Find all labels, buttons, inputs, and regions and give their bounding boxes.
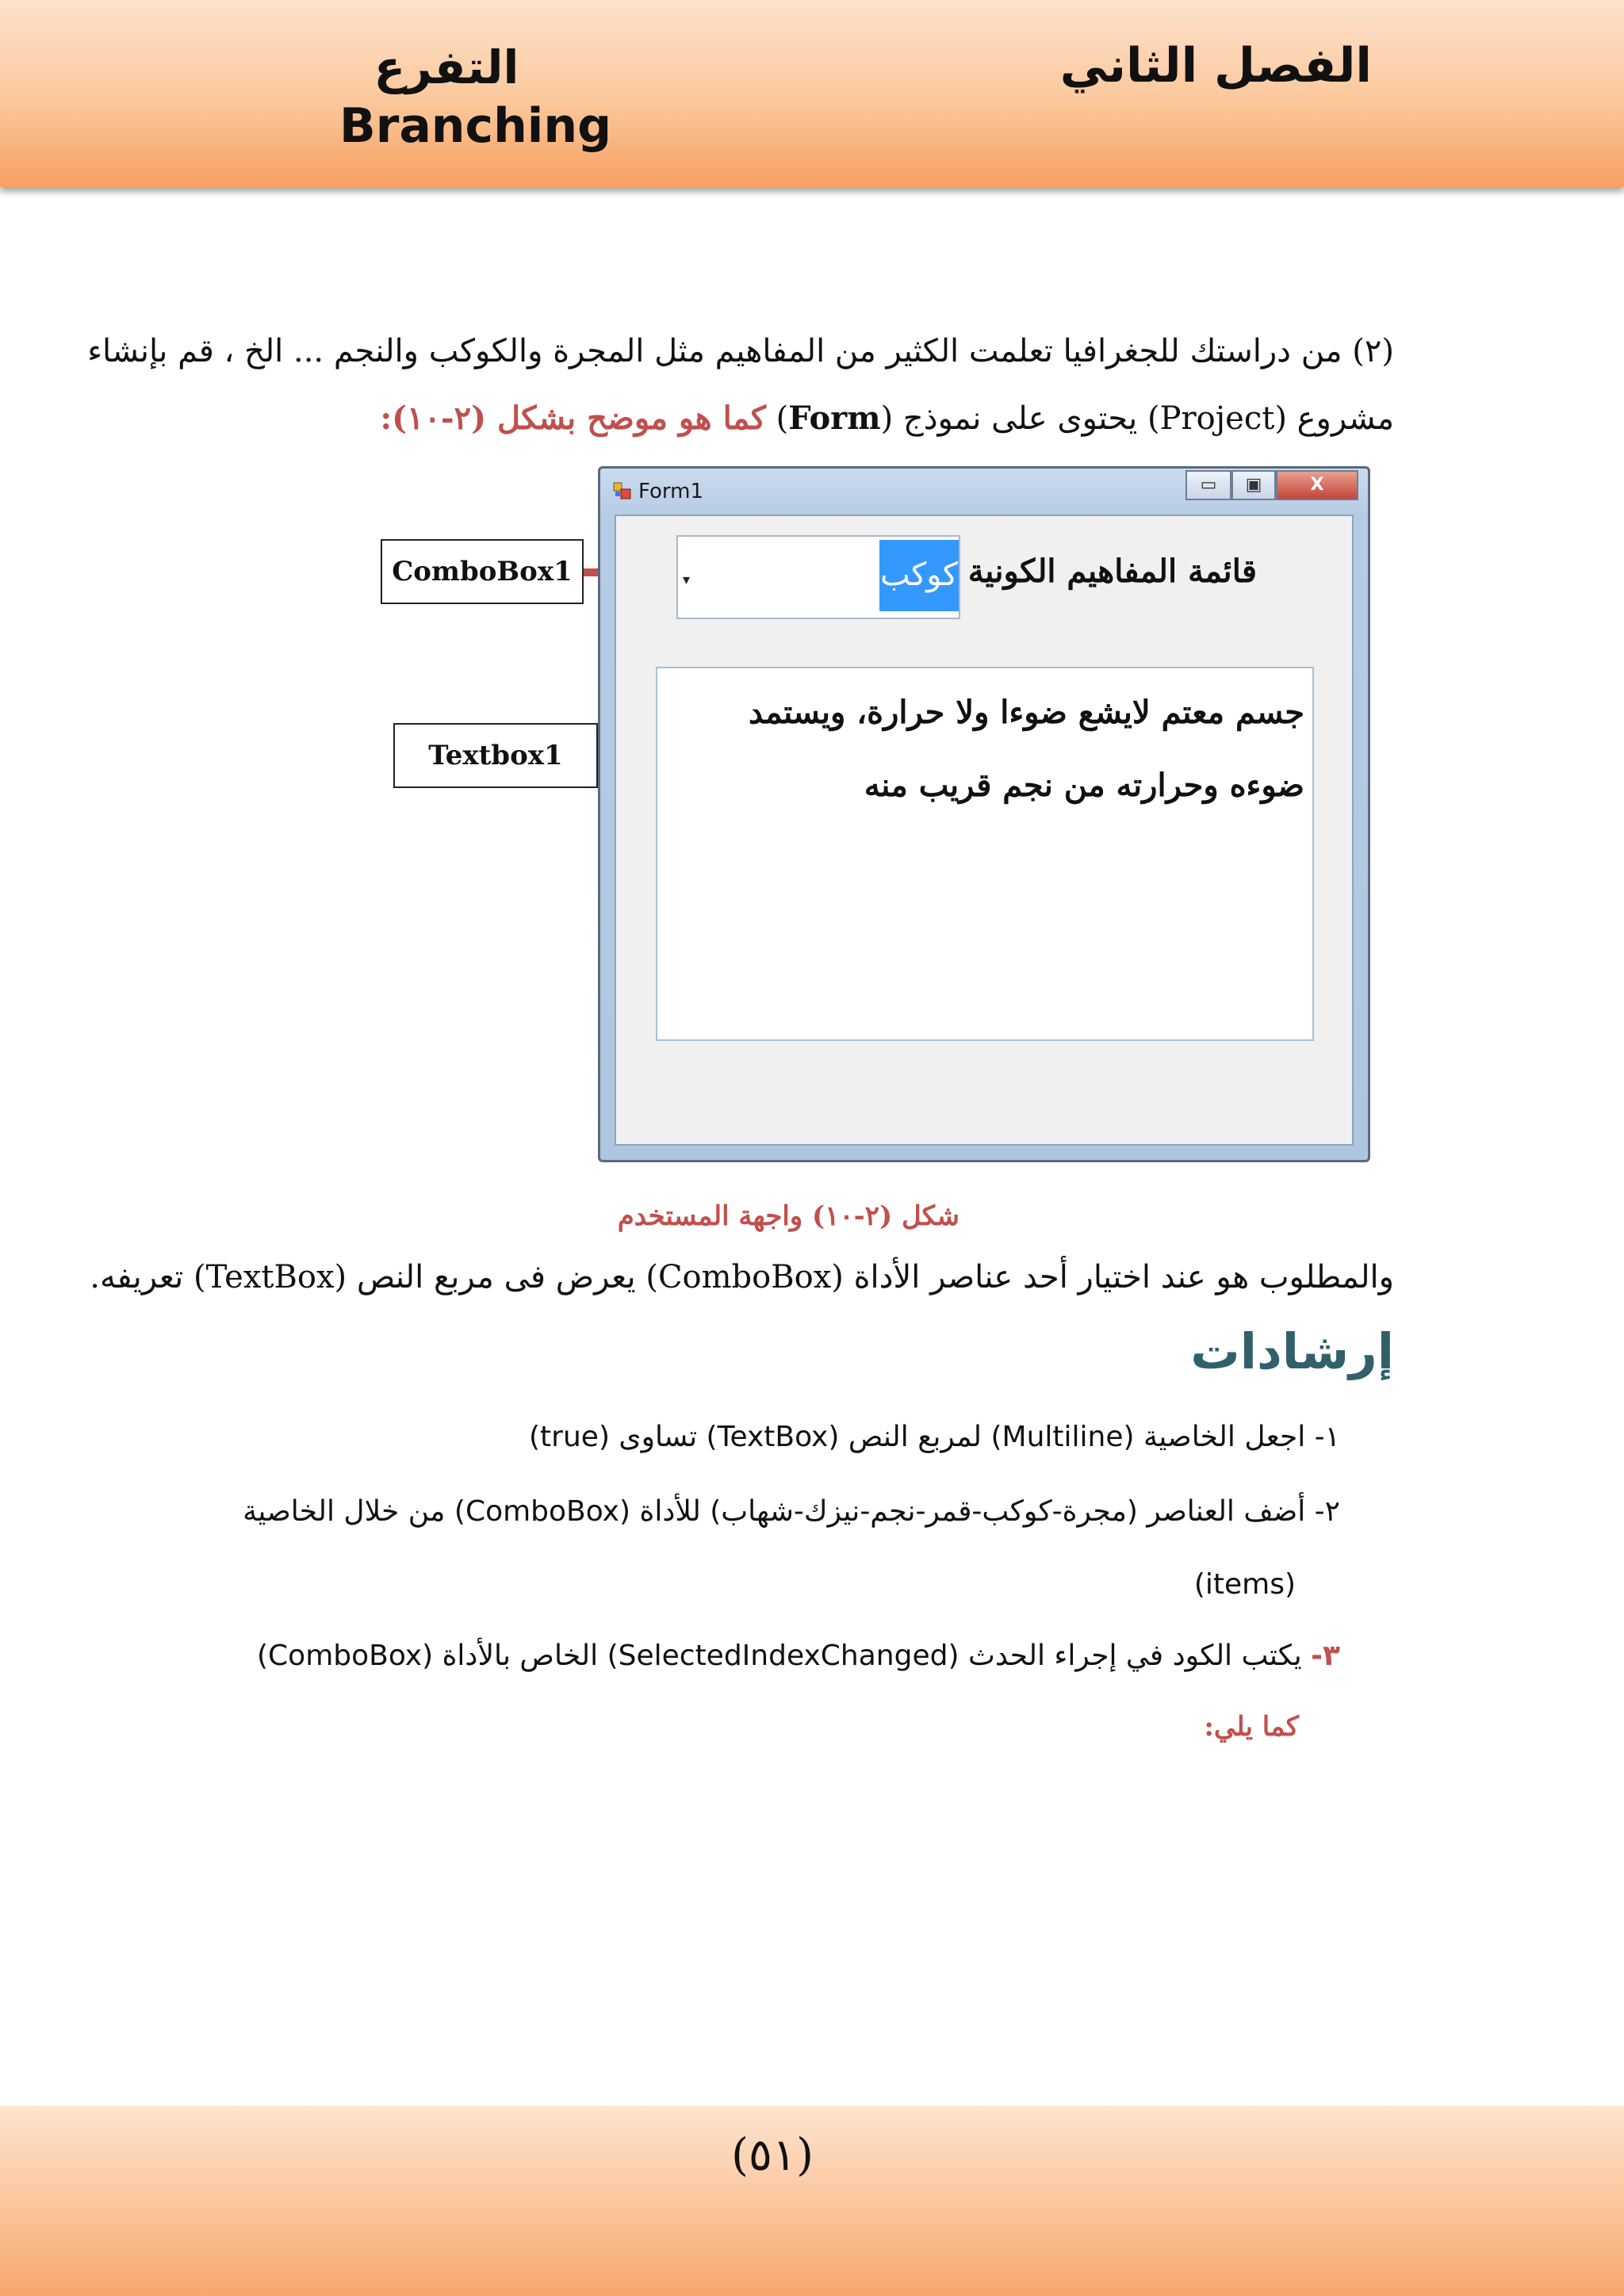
intro-form-word: Form (788, 400, 881, 437)
topic-title (339, 38, 612, 155)
combo-label: قائمة المفاهيم الكونية (967, 553, 1257, 590)
hint-item-3-text: يكتب الكود في إجراء الحدث (SelectedIndexChanged) الخاص بالأداة (ComboBox) (257, 1640, 1302, 1672)
hint-item-1: ١- اجعل الخاصية (Multiline) لمربع النص (TextBox) تساوى (true) (529, 1421, 1340, 1453)
hint-item-3 (257, 1640, 1340, 1672)
form-app-icon (613, 481, 632, 500)
hint-item-2-continued: (items) (1193, 1568, 1296, 1601)
close-button[interactable]: X (1276, 470, 1358, 500)
intro-line-1: (٢) من دراستك للجغرافيا تعلمت الكثير من المفاهيم مثل المجرة والكوكب والنجم ... الخ ، قم بإنشاء (87, 333, 1394, 369)
textbox-callout: Textbox1 (393, 723, 598, 788)
intro-line-2 (380, 400, 1394, 437)
page-header (0, 0, 1624, 187)
hint-item-2: ٢- أضف العناصر (مجرة-كوكب-قمر-نجم-نيزك-شهاب) للأداة (ComboBox) من خلال الخاصية (243, 1495, 1340, 1528)
topic-title-english: Branching (339, 98, 612, 154)
minimize-button[interactable]: ▭ (1185, 470, 1231, 500)
hint-item-3-number: ٣- (1311, 1640, 1340, 1672)
chapter-title: الفصل الثاني (1059, 38, 1372, 94)
figure-reference: كما هو موضح بشكل (٢-١٠): (380, 400, 766, 437)
intro-line-2-start: مشروع (Project) يحتوى على نموذج ( (880, 400, 1394, 437)
dropdown-arrow-icon[interactable]: ▾ (683, 572, 691, 588)
definition-textbox[interactable]: جسم معتم لايشع ضوءا ولا حرارة، ويستمد ضوءه وحرارته من نجم قريب منه (656, 667, 1314, 1041)
requirement-text: والمطلوب هو عند اختيار أحد عناصر الأداة (ComboBox) يعرض فى مربع النص (TextBox) تعريفه. (90, 1259, 1394, 1295)
figure-caption: شكل (٢-١٠) واجهة المستخدم (617, 1200, 959, 1232)
hints-title: إرشادات (1190, 1322, 1394, 1380)
combobox-selected-value: كوكب (879, 540, 959, 611)
page-number: (٥١) (731, 2130, 814, 2181)
maximize-button[interactable]: ▣ (1231, 470, 1276, 500)
combobox-callout: ComboBox1 (381, 539, 584, 604)
window-title: Form1 (638, 480, 704, 503)
topic-title-arabic: التفرع (373, 40, 519, 94)
hint-item-3-tail: كما يلي: (1204, 1711, 1299, 1743)
window-controls (1185, 470, 1362, 502)
intro-line-2-paren: ) (776, 400, 789, 437)
form-window (598, 466, 1370, 1162)
form-client-area (615, 515, 1354, 1146)
concepts-combobox[interactable] (676, 535, 960, 619)
